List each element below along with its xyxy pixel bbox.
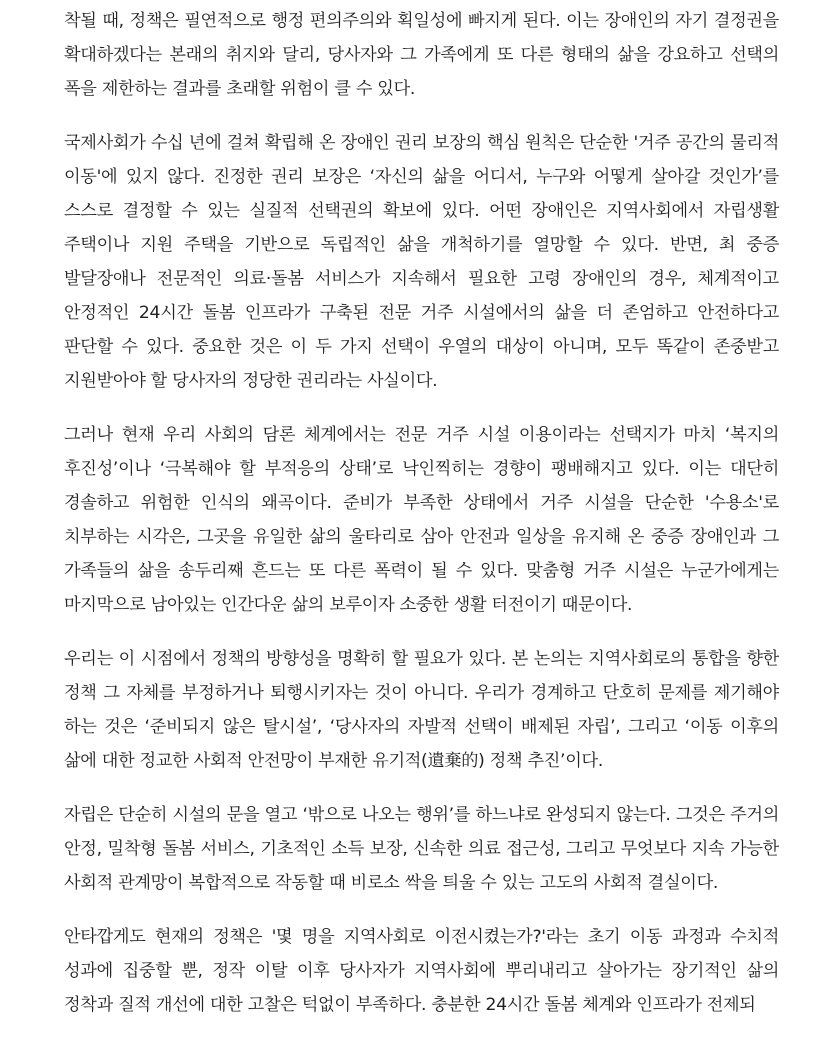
- paragraph: 착될 때, 정책은 필연적으로 행정 편의주의와 획일성에 빠지게 된다. 이는 장애인의 자기 결정권을 확대하겠다는 본래의 취지와 달리, 당사자와 그 가족에게 또 다른 형태의 삶을 강요하고 선택의 폭을 제한하는 결과를 초래할 위험이 클 수 있다.: [64, 11, 779, 99]
- article-body: [64, 4, 779, 1042]
- paragraph: 우리는 이 시점에서 정책의 방향성을 명확히 할 필요가 있다. 본 논의는 지역사회로의 통합을 향한 정책 그 자체를 부정하거나 퇴행시키자는 것이 아니다. 우리가 경계하고 단호히 문제를 제기해야 하는 것은 ‘준비되지 않은 탈시설’, ‘당사자의 자발적 선택이 배제된 자립’, 그리고 ‘이동 이후의 삶에 대한 정교한 사회적 안전망이 부재한 유기적(遺棄的) 정책 추진’이다.: [64, 649, 779, 771]
- paragraph: 국제사회가 수십 년에 걸쳐 확립해 온 장애인 권리 보장의 핵심 원칙은 단순한 '거주 공간의 물리적 이동'에 있지 않다. 진정한 권리 보장은 ‘자신의 삶을 어디서, 누구와 어떻게 살아갈 것인가’를 스스로 결정할 수 있는 실질적 선택권의 확보에 있다. 어떤 장애인은 지역사회에서 자립생활 주택이나 지원 주택을 기반으로 독립적인 삶을 개척하기를 열망할 수 있다. 반면, 최 중증 발달장애나 전문적인 의료·돌봄 서비스가 지속해서 필요한 고령 장애인의 경우, 체계적이고 안정적인 24시간 돌봄 인프라가 구축된 전문 거주 시설에서의 삶을 더 존엄하고 안전하다고 판단할 수 있다. 중요한 것은 이 두 가지 선택이 우열의 대상이 아니며, 모두 똑같이 존중받고 지원받아야 할 당사자의 정당한 권리라는 사실이다.: [64, 133, 779, 391]
- paragraph: 안타깝게도 현재의 정책은 '몇 명을 지역사회로 이전시켰는가?'라는 초기 이동 과정과 수치적 성과에 집중할 뿐, 정작 이탈 이후 당사자가 지역사회에 뿌리내리고 살아가는 장기적인 삶의 정착과 질적 개선에 대한 고찰은 턱없이 부족하다. 충분한 24시간 돌봄 체계와 인프라가 전제되: [64, 927, 779, 1015]
- paragraph: 자립은 단순히 시설의 문을 열고 ‘밖으로 나오는 행위’를 하느냐로 완성되지 않는다. 그것은 주거의 안정, 밀착형 돌봄 서비스, 기초적인 소득 보장, 신속한 의료 접근성, 그리고 무엇보다 지속 가능한 사회적 관계망이 복합적으로 작동할 때 비로소 싹을 틔울 수 있는 고도의 사회적 결실이다.: [64, 805, 779, 893]
- paragraph: 그러나 현재 우리 사회의 담론 체계에서는 전문 거주 시설 이용이라는 선택지가 마치 ‘복지의 후진성’이나 ‘극복해야 할 부적응의 상태’로 낙인찍히는 경향이 팽배해지고 있다. 이는 대단히 경솔하고 위험한 인식의 왜곡이다. 준비가 부족한 상태에서 거주 시설을 단순한 '수용소'로 치부하는 시각은, 그곳을 유일한 삶의 울타리로 삼아 안전과 일상을 유지해 온 중증 장애인과 그 가족들의 삶을 송두리째 흔드는 또 다른 폭력이 될 수 있다. 맞춤형 거주 시설은 누군가에게는 마지막으로 남아있는 인간다운 삶의 보루이자 소중한 생활 터전이기 때문이다.: [64, 425, 779, 615]
